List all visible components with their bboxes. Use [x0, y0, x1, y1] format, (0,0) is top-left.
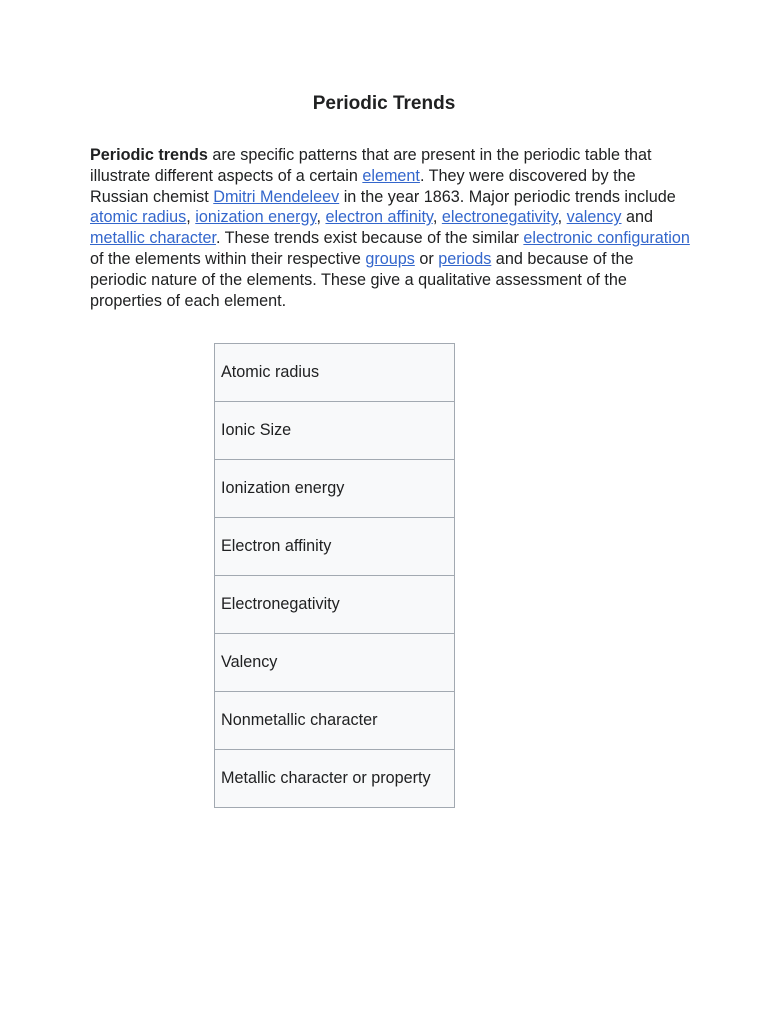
- intro-text: and: [621, 208, 654, 227]
- intro-text: of the elements within their respective: [90, 249, 366, 268]
- table-cell: Nonmetallic character: [215, 692, 455, 750]
- intro-separator: ,: [316, 208, 326, 227]
- link-electronic-configuration[interactable]: electronic configuration: [523, 229, 690, 248]
- table-row: [215, 460, 455, 518]
- table-cell: Valency: [215, 634, 455, 692]
- link-metallic-character[interactable]: metallic character: [90, 229, 216, 248]
- table-cell: Atomic radius: [215, 344, 455, 402]
- link-atomic-radius[interactable]: atomic radius: [90, 208, 187, 227]
- intro-text: are specific patterns that are present in the periodic table that illustrate different aspects of a certain: [90, 146, 652, 185]
- intro-text: . These trends exist because of the similar: [215, 229, 524, 248]
- intro-text: . They were discovered by the Russian chemist: [90, 166, 636, 206]
- table-row: [215, 518, 455, 576]
- table-row: [215, 402, 455, 460]
- intro-separator: ,: [557, 208, 567, 227]
- link-electronegativity[interactable]: electronegativity: [441, 208, 558, 227]
- table-cell: Electronegativity: [215, 576, 455, 634]
- link-element[interactable]: element: [362, 166, 420, 185]
- link-dmitri-mendeleev[interactable]: Dmitri Mendeleev: [213, 187, 340, 206]
- link-periods[interactable]: periods: [438, 249, 492, 268]
- intro-text: or: [414, 249, 439, 268]
- table-cell: Metallic character or property: [215, 750, 455, 808]
- page-title: Periodic Trends: [312, 93, 456, 114]
- table-row: [215, 576, 455, 634]
- intro-paragraph: [90, 145, 690, 311]
- table-row: [215, 634, 455, 692]
- periodic-trends-table: [214, 343, 455, 808]
- link-electron-affinity[interactable]: electron affinity: [325, 208, 433, 227]
- bold-term: Periodic trends: [90, 146, 208, 164]
- table-cell: Electron affinity: [215, 518, 455, 576]
- table-row: [215, 692, 455, 750]
- link-valency[interactable]: valency: [566, 208, 622, 227]
- table-cell: Ionic Size: [215, 402, 455, 460]
- link-ionization-energy[interactable]: ionization energy: [195, 208, 317, 227]
- table-cell: Ionization energy: [215, 460, 455, 518]
- table-row: [215, 344, 455, 402]
- intro-separator: ,: [432, 208, 442, 227]
- intro-text: and because of the periodic nature of the elements. These give a qualitative assessment of the properties of each element.: [90, 249, 634, 310]
- intro-text: in the year 1863. Major periodic trends include: [339, 187, 676, 206]
- table-row: [215, 750, 455, 808]
- intro-separator: ,: [186, 208, 196, 227]
- link-groups[interactable]: groups: [365, 249, 415, 268]
